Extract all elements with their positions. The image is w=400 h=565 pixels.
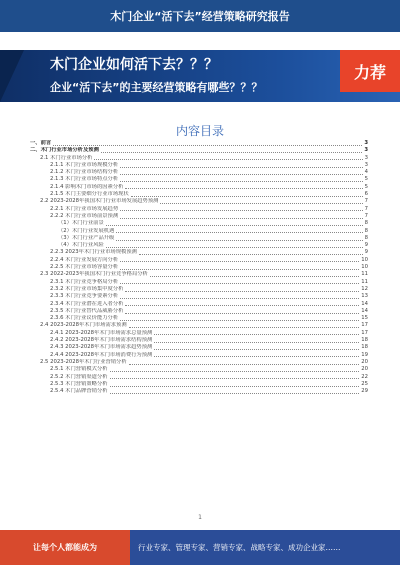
toc-entry-page: 5 [364, 176, 368, 183]
toc-entry-label: 2.3.1 木门行业竞争格局分析 [50, 278, 119, 285]
toc-entry[interactable] [30, 162, 368, 169]
toc-entry-label: 2.5.4 木门品牌营销分析 [50, 388, 108, 395]
toc-entry-page: 9 [364, 242, 368, 249]
toc-entry-page: 17 [361, 329, 368, 336]
toc-entry-label: 二、木门行业市场分析及预测 [30, 147, 99, 154]
toc-leader-dots [160, 203, 362, 204]
toc-entry[interactable] [30, 337, 368, 344]
toc-entry-page: 11 [361, 271, 368, 278]
toc-entry[interactable] [30, 374, 368, 381]
toc-entry[interactable] [30, 220, 368, 227]
top-title: 木门企业“活下去”经营策略研究报告 [110, 10, 290, 23]
toc-entry-page: 11 [361, 278, 368, 285]
toc-entry-page: 3 [364, 154, 368, 161]
toc-entry-page: 18 [361, 337, 368, 344]
toc-entry[interactable] [30, 359, 368, 366]
toc-leader-dots [154, 334, 359, 335]
toc-entry[interactable] [30, 293, 368, 300]
toc-entry[interactable] [30, 330, 368, 337]
toc-entry-label: 2.2.2 木门行业市场前景预测 [50, 212, 119, 219]
toc-leader-dots [125, 305, 359, 306]
toc-entry[interactable] [30, 235, 368, 242]
toc-entry-label: 2.3 2022-2023年我国木门行业竞争格局分析 [40, 271, 148, 278]
toc-entry-label: 2.2 2023-2028年我国木门行业市场发展趋势预测 [40, 198, 159, 205]
toc-entry[interactable] [30, 228, 368, 235]
toc-entry-page: 14 [361, 300, 368, 307]
toc-entry-page: 5 [364, 183, 368, 190]
toc-entry-page: 8 [364, 227, 368, 234]
toc-entry-label: 2.2.4 木门行业发展方向分析 [50, 256, 119, 263]
toc-leader-dots [120, 298, 359, 299]
toc-entry-page: 13 [361, 293, 368, 300]
toc-entry[interactable] [30, 140, 368, 147]
toc-entry[interactable] [30, 198, 368, 205]
toc-entry-label: 2.2.3 2023年木门行业市场规模预测 [50, 249, 137, 256]
toc-entry[interactable] [30, 322, 368, 329]
banner-subtitle: 企业“活下去”的主要经营策略有哪些？？？ [50, 81, 263, 94]
toc-entry-label: 2.1.4 影响木门市场的因素分析 [50, 183, 124, 190]
toc-entry-label: 2.5.2 木门营销渠道分析 [50, 373, 108, 380]
recommend-badge: 力荐 [340, 50, 400, 92]
toc-leader-dots [53, 145, 362, 146]
toc-entry-label: （3）木门行业产品升级 [58, 234, 115, 241]
toc-entry[interactable] [30, 264, 368, 271]
toc-entry-label: 2.2.5 木门行业市场容量分析 [50, 264, 119, 271]
toc-entry[interactable] [30, 344, 368, 351]
toc-entry-page: 20 [361, 366, 368, 373]
toc-entry-label: （4）木门行业风险 [58, 242, 104, 249]
toc-leader-dots [116, 232, 362, 233]
toc-entry-label: 2.1.5 木门主要细分行业市场现状 [50, 191, 129, 198]
toc-leader-dots [110, 386, 360, 387]
toc-entry-label: 2.3.4 木门行业潜在进入者分析 [50, 300, 124, 307]
toc-entry-page: 17 [361, 322, 368, 329]
toc-entry-page: 4 [364, 169, 368, 176]
toc-entry-label: 2.4.1 2023-2028年木门市场需求总量预测 [50, 329, 153, 336]
toc-leader-dots [106, 247, 363, 248]
toc-leader-dots [150, 276, 359, 277]
toc-leader-dots [129, 327, 360, 328]
toc-entry-page: 7 [364, 198, 368, 205]
toc-entry-label: 2.3.5 木门行业替代品威胁分析 [50, 307, 124, 314]
toc-entry[interactable] [30, 191, 368, 198]
toc-leader-dots [120, 320, 359, 321]
toc-entry-page: 8 [364, 220, 368, 227]
toc-entry[interactable] [30, 279, 368, 286]
toc-entry-label: 2.2.1 木门行业市场发展趋势 [50, 205, 119, 212]
toc-leader-dots [125, 313, 359, 314]
toc-entry-label: 2.3.3 木门行业竞争要素分析 [50, 293, 119, 300]
toc-entry[interactable] [30, 176, 368, 183]
toc-entry[interactable] [30, 271, 368, 278]
toc-entry-page: 12 [361, 285, 368, 292]
toc-entry-page: 6 [364, 191, 368, 198]
toc-leader-dots [116, 240, 362, 241]
toc-entry-page: 9 [364, 249, 368, 256]
toc-entry[interactable] [30, 366, 368, 373]
toc-entry-label: （1）木门行业前景 [58, 220, 104, 227]
toc-entry[interactable] [30, 213, 368, 220]
toc-entry[interactable] [30, 286, 368, 293]
toc-entry-page: 14 [361, 307, 368, 314]
toc-leader-dots [154, 356, 359, 357]
toc-leader-dots [129, 364, 360, 365]
toc-entry-page: 3 [364, 147, 368, 154]
toc-heading: 内容目录 [175, 124, 224, 138]
toc-entry-label: 2.4 2023-2028年木门市场需求预测 [40, 322, 127, 329]
toc-entry-label: 2.1.1 木门行业市场规模分析 [50, 161, 119, 168]
toc-leader-dots [110, 371, 360, 372]
toc-entry-label: 2.5.1 木门营销模式分析 [50, 366, 108, 373]
toc-entry[interactable] [30, 147, 368, 154]
footer-slogan-left: 让每个人都能成为 [0, 530, 130, 565]
toc-entry-label: 2.1.2 木门行业市场结构分析 [50, 169, 119, 176]
toc-leader-dots [125, 188, 362, 189]
toc-entry-label: 2.3.2 木门行业市场集中度分析 [50, 285, 124, 292]
toc-entry[interactable] [30, 155, 368, 162]
toc-entry-page: 29 [361, 388, 368, 395]
toc-entry[interactable] [30, 242, 368, 249]
toc-leader-dots [120, 218, 362, 219]
toc-entry-page: 7 [364, 205, 368, 212]
toc-entry-label: 2.4.2 2023-2028年木门市场需求结构预测 [50, 337, 153, 344]
toc-entry-page: 8 [364, 234, 368, 241]
toc-entry-page: 3 [364, 161, 368, 168]
toc-entry-label: 2.5.3 木门营销策略分析 [50, 380, 108, 387]
toc-entry[interactable] [30, 249, 368, 256]
toc-leader-dots [101, 152, 362, 153]
toc-leader-dots [125, 291, 359, 292]
footer-slogan-right: 行业专家、管理专家、营销专家、战略专家、成功企业家…… [130, 530, 400, 565]
toc-entry-page: 18 [361, 344, 368, 351]
toc-entry-label: 2.1.3 木门行业市场特点分析 [50, 176, 119, 183]
toc-entry[interactable] [30, 315, 368, 322]
toc-leader-dots [94, 159, 362, 160]
toc-entry[interactable] [30, 184, 368, 191]
toc-leader-dots [154, 349, 359, 350]
toc-entry[interactable] [30, 169, 368, 176]
toc-entry-label: 2.5 2023-2028年木门行业营销分析 [40, 358, 127, 365]
toc-entry[interactable] [30, 257, 368, 264]
toc-entry-label: 2.4.3 2023-2028年木门市场需求趋势预测 [50, 344, 153, 351]
toc-leader-dots [139, 254, 363, 255]
toc-entry-label: 2.3.6 木门行业议价能力分析 [50, 315, 119, 322]
toc-entry-label: （2）木门行业发展机遇 [58, 227, 115, 234]
toc-entry-page: 3 [364, 140, 368, 146]
top-title-bar [0, 0, 400, 32]
toc-entry[interactable] [30, 308, 368, 315]
toc-leader-dots [120, 283, 359, 284]
toc-leader-dots [120, 174, 362, 175]
banner-title: 木门企业如何活下去？？？ [50, 57, 218, 73]
toc-entry[interactable] [30, 206, 368, 213]
toc-entry[interactable] [30, 381, 368, 388]
toc-entry-page: 15 [361, 315, 368, 322]
toc-leader-dots [120, 167, 362, 168]
toc-leader-dots [120, 269, 359, 270]
page-number: 1 [198, 514, 202, 521]
toc-leader-dots [120, 210, 362, 211]
toc-entry-label: 一、前言 [30, 140, 52, 146]
toc-entry-page: 22 [361, 373, 368, 380]
toc-entry-page: 10 [361, 264, 368, 271]
toc-leader-dots [106, 225, 363, 226]
toc-entry-page: 10 [361, 256, 368, 263]
toc-entry-page: 19 [361, 351, 368, 358]
toc-entry-label: 2.1 木门行业市场分析 [40, 154, 93, 161]
toc-leader-dots [110, 393, 360, 394]
footer [0, 530, 400, 565]
toc-entry-page: 7 [364, 212, 368, 219]
toc-leader-dots [120, 181, 362, 182]
toc-leader-dots [110, 378, 360, 379]
toc-entry[interactable] [30, 388, 368, 395]
toc-leader-dots [120, 261, 359, 262]
banner-accent-shape [0, 50, 24, 102]
toc-entry[interactable] [30, 352, 368, 359]
toc-entry-page: 25 [361, 380, 368, 387]
toc-entry-page: 20 [361, 358, 368, 365]
table-of-contents [30, 140, 368, 510]
toc-entry-label: 2.4.4 2023-2028年木门市场消费行为预测 [50, 351, 153, 358]
toc-entry[interactable] [30, 301, 368, 308]
toc-leader-dots [131, 196, 363, 197]
toc-leader-dots [154, 342, 359, 343]
